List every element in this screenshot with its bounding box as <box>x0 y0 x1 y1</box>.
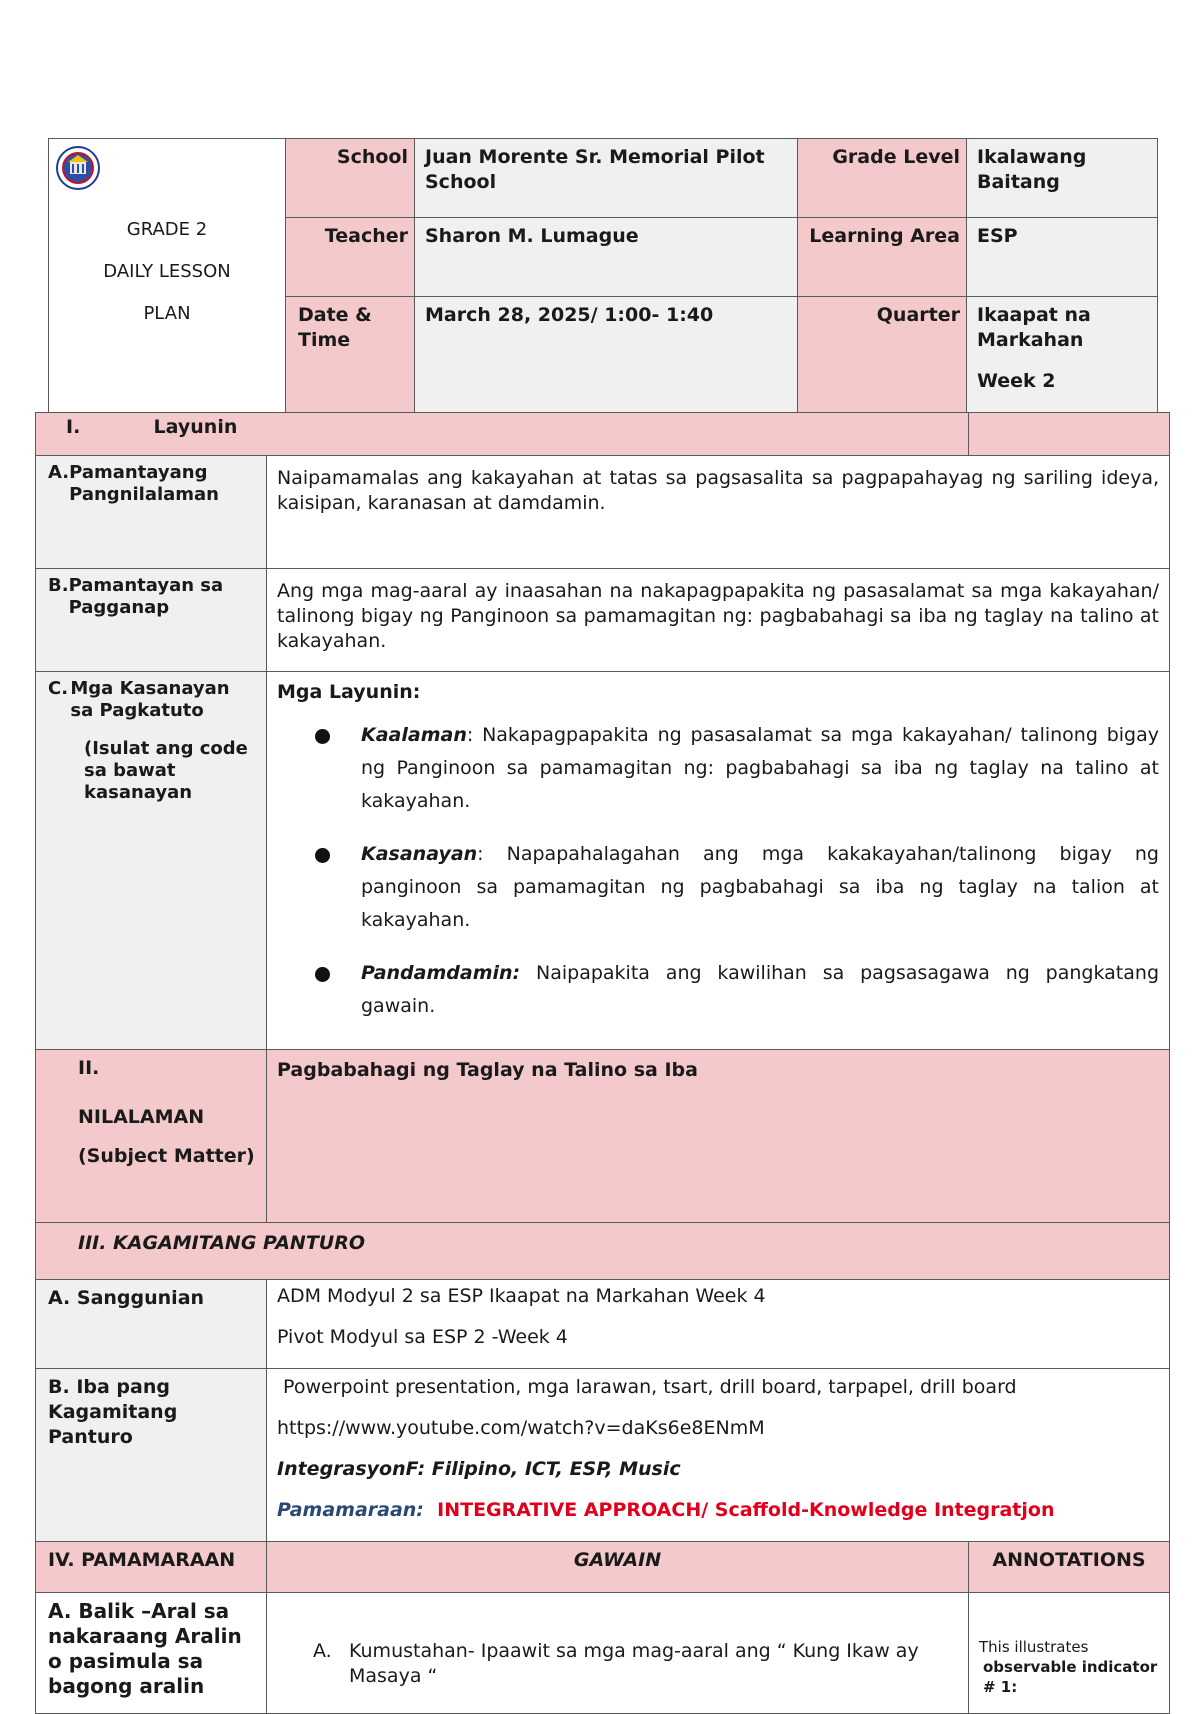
lesson-plan-table <box>35 412 1170 1714</box>
teacher-value: Sharon M. Lumague <box>415 218 798 297</box>
grade-level-value: Ikalawang Baitang <box>967 139 1158 218</box>
b-label: Pamantayan sa Pagganap <box>68 575 224 618</box>
plan-title-2: PLAN <box>143 303 191 324</box>
list-item <box>277 957 1159 1023</box>
method-label: Pamamaraan: <box>277 1499 424 1521</box>
teacher-label: Teacher <box>286 218 415 297</box>
quarter-label: Quarter <box>798 297 967 416</box>
annotation-line-1: This illustrates <box>979 1638 1089 1656</box>
sanggunian-line-2: Pivot Modyul sa ESP 2 -Week 4 <box>277 1326 568 1348</box>
grade-level-label: Grade Level <box>798 139 967 218</box>
quarter-cell <box>967 297 1158 416</box>
materials-list: Powerpoint presentation, mga larawan, tsart, drill board, tarpapel, drill board <box>277 1376 1017 1398</box>
nilalaman-label-cell <box>36 1050 267 1223</box>
sanggunian-cell <box>267 1280 1170 1369</box>
method-value: INTEGRATIVE APPROACH/ Scaffold-Knowledge Integratjon <box>423 1499 1055 1521</box>
school-value: Juan Morente Sr. Memorial Pilot School <box>415 139 798 218</box>
quarter-value: Ikaapat na Markahan <box>977 304 1091 351</box>
c-label: Mga Kasanayan sa Pagkatuto <box>70 678 230 721</box>
learning-area-value: ESP <box>967 218 1158 297</box>
kasanayan-label-cell <box>36 672 267 1050</box>
iba-pang-kagamitan-cell <box>267 1369 1170 1542</box>
layunin-heading <box>36 413 969 456</box>
header-table <box>48 138 1158 416</box>
a-label: Pamantayang Pangnilalaman <box>69 462 219 505</box>
objective-text: Naipapakita ang kawilihan sa pagsasagawa ng pangkatang gawain. <box>361 962 1159 1017</box>
pamantayan-sa-pagganap-label-cell <box>36 569 267 672</box>
objectives-list <box>277 719 1159 1023</box>
pamantayang-pangnilalaman-text: Naipamamalas ang kakayahan at tatas sa pagsasalita sa pagpapahayag ng sariling ideya, kaisipan, karanasan at damdamin. <box>267 456 1170 569</box>
balik-aral-cell <box>267 1593 969 1714</box>
c-note: (Isulat ang code sa bawat kasanayan <box>84 738 248 803</box>
annotations-heading: ANNOTATIONS <box>969 1542 1170 1593</box>
nilalaman-num: II. <box>78 1057 100 1079</box>
objective-text: Napapahalagahan ang mga kakakayahan/talinong bigay ng panginoon sa pamamagitan ng pagbabahagi sa iba ng taglay na talion at kakayahan. <box>361 843 1159 931</box>
kasanayan-content-cell <box>267 672 1170 1050</box>
annotation-cell <box>969 1593 1170 1714</box>
week-value: Week 2 <box>977 370 1056 392</box>
b-letter: B. <box>48 575 69 596</box>
list-item: Kaalaman: Nakapagpapakita ng pasasalamat sa mga kakayahan/ talinong bigay ng Panginoon sa pamamagitan ng: pagbabahagi sa iba ng taglay na talino at kakayahan. <box>277 719 1159 818</box>
plan-title-1: DAILY LESSON <box>103 261 231 282</box>
layunin-annotation-cell <box>969 413 1170 456</box>
deped-seal-icon <box>55 145 101 191</box>
layunin-num: I. <box>66 416 81 438</box>
balik-aral-text: Kumustahan- Ipaawit sa mga mag-aaral ang “ Kung Ikaw ay Masaya “ <box>349 1640 919 1687</box>
date-value: March 28, 2025/ 1:00- 1:40 <box>415 297 798 416</box>
objective-term: Kasanayan <box>361 843 478 865</box>
nilalaman-content: Pagbabahagi ng Taglay na Talino sa Iba <box>267 1050 1170 1223</box>
item-letter: A. <box>313 1640 332 1662</box>
pamantayang-pangnilalaman-label-cell <box>36 456 267 569</box>
grade-title: GRADE 2 <box>126 219 208 240</box>
objective-term: Kaalaman <box>361 724 467 746</box>
title-cell <box>49 139 286 416</box>
youtube-link[interactable]: https://www.youtube.com/watch?v=daKs6e8ENmM <box>277 1417 765 1439</box>
a-letter: A. <box>48 462 70 483</box>
integration-text: IntegrasyonF: Filipino, ICT, ESP, Music <box>277 1458 681 1480</box>
gawain-heading: GAWAIN <box>267 1542 969 1593</box>
c-letter: C. <box>48 678 69 699</box>
school-label: School <box>286 139 415 218</box>
pamamaraan-heading: IV. PAMAMARAAN <box>36 1542 267 1593</box>
sanggunian-label: A. Sanggunian <box>36 1280 267 1369</box>
balik-aral-label: A. Balik –Aral sa nakaraang Aralin o pasimula sa bagong aralin <box>36 1593 267 1714</box>
learning-area-label: Learning Area <box>798 218 967 297</box>
nilalaman-sub: (Subject Matter) <box>78 1145 255 1167</box>
objective-term: Pandamdamin: <box>361 962 521 984</box>
layunin-title: Layunin <box>153 416 238 438</box>
objective-text: Nakapagpapakita ng pasasalamat sa mga kakayahan/ talinong bigay ng Panginoon sa pamamagitan ng: pagbabahagi sa iba ng taglay na talino at kakayahan. <box>361 724 1159 812</box>
list-item: Kasanayan: Napapahalagahan ang mga kakakayahan/talinong bigay ng panginoon sa pamamagitan ng pagbabahagi sa iba ng taglay na talion at kakayahan. <box>277 838 1159 937</box>
nilalaman-title: NILALAMAN <box>78 1106 205 1128</box>
kagamitan-heading: III. KAGAMITANG PANTURO <box>36 1223 1170 1280</box>
mga-layunin-heading: Mga Layunin: <box>277 681 421 703</box>
date-label: Date & Time <box>286 297 415 416</box>
pamantayan-sa-pagganap-text: Ang mga mag-aaral ay inaasahan na nakapagpapakita ng pasasalamat sa mga kakayahan/ talinong bigay ng Panginoon sa pamamagitan ng: pagbabahagi sa iba ng taglay na talino at kakayahan. <box>267 569 1170 672</box>
sanggunian-line-1: ADM Modyul 2 sa ESP Ikaapat na Markahan Week 4 <box>277 1285 766 1307</box>
annotation-line-2: observable indicator # 1: <box>983 1658 1158 1696</box>
iba-pang-kagamitan-label: B. Iba pang Kagamitang Panturo <box>36 1369 267 1542</box>
